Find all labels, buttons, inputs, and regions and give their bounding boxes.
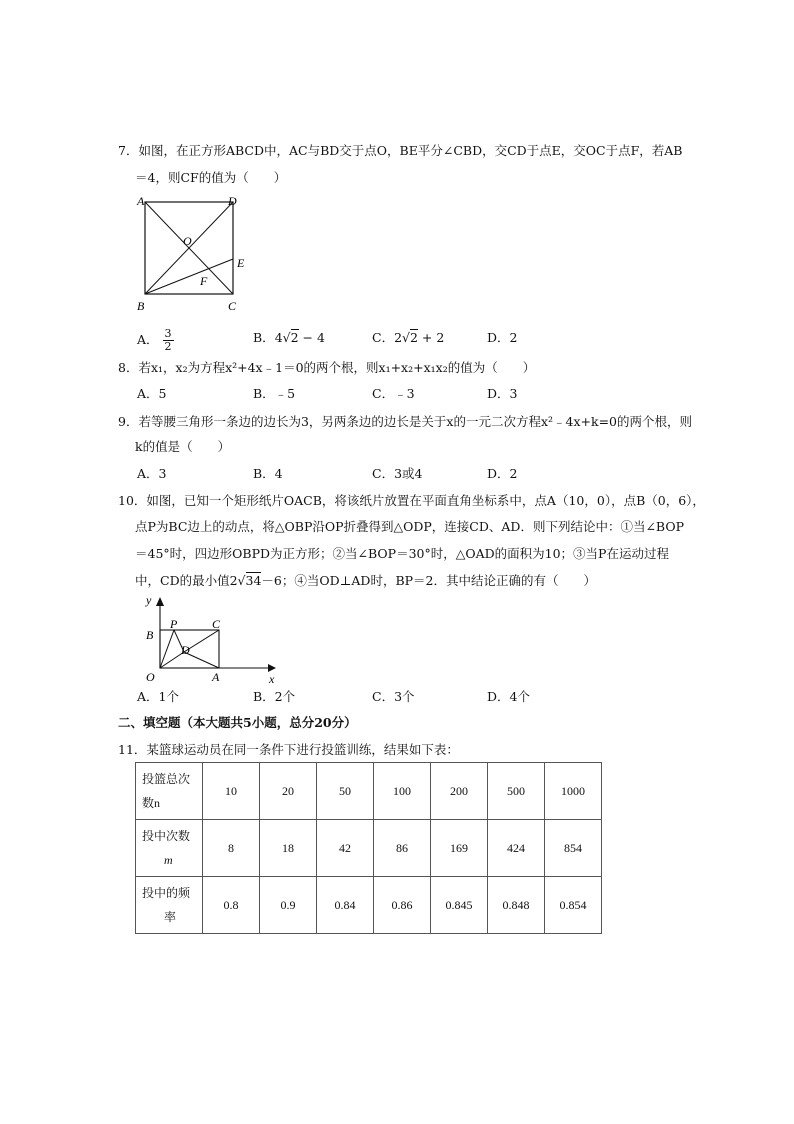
label-p: P bbox=[170, 617, 178, 631]
cell-frequency: 0.854 bbox=[545, 877, 602, 934]
label-b: B bbox=[137, 299, 145, 313]
label-d: D bbox=[181, 643, 190, 657]
q10-line-3: ＝45°时，四边形OBPD为正方形；②当∠BOP＝30°时，△OAD的面积为10；③当P在运动过程 bbox=[135, 546, 669, 561]
y-axis-arrow bbox=[156, 597, 164, 606]
cell-n: 10 bbox=[203, 763, 260, 820]
q8-option-b[interactable]: B．﹣5 bbox=[253, 386, 296, 401]
q10-coordinate-figure bbox=[138, 592, 283, 686]
cell-n: 500 bbox=[488, 763, 545, 820]
shooting-results-table bbox=[135, 762, 602, 934]
q9-option-b[interactable]: B．4 bbox=[253, 466, 283, 481]
segment-be bbox=[145, 259, 233, 294]
q9-option-d[interactable]: D．2 bbox=[487, 466, 518, 481]
cell-m: 8 bbox=[203, 820, 260, 877]
label-o: O bbox=[146, 670, 155, 684]
label-a: A bbox=[137, 194, 145, 208]
cell-frequency: 0.848 bbox=[488, 877, 545, 934]
label-d: D bbox=[228, 194, 237, 208]
cell-m: 42 bbox=[317, 820, 374, 877]
q7-line-2: ＝4，则CF的值为（ ） bbox=[135, 170, 287, 185]
row-header-n: 投篮总次 数n bbox=[136, 763, 203, 820]
q7-option-c[interactable]: C．2√2 + 2 bbox=[372, 330, 445, 345]
q10-line-4: 中，CD的最小值2√34－6；④当OD⊥AD时，BP＝2．其中结论正确的有（ ） bbox=[135, 573, 596, 588]
label-o: O bbox=[183, 234, 192, 248]
cell-frequency: 0.8 bbox=[203, 877, 260, 934]
q9-option-a[interactable]: A．3 bbox=[137, 466, 167, 481]
q10-option-b[interactable]: B．2个 bbox=[253, 689, 296, 704]
q7-option-a[interactable]: A． $\frac{3}{2}$ bbox=[137, 327, 172, 353]
label-a: A bbox=[212, 670, 220, 684]
q10-option-a[interactable]: A．1个 bbox=[137, 689, 179, 704]
q7-square-figure bbox=[130, 190, 260, 315]
q8-line-1: 8．若x₁，x₂为方程x²+4x﹣1＝0的两个根，则x₁+x₂+x₁x₂的值为（ ） bbox=[118, 360, 536, 375]
cell-frequency: 0.86 bbox=[374, 877, 431, 934]
q9-option-c[interactable]: C．3或4 bbox=[372, 466, 423, 481]
cell-n: 100 bbox=[374, 763, 431, 820]
cell-frequency: 0.845 bbox=[431, 877, 488, 934]
q10-option-c[interactable]: C．3个 bbox=[372, 689, 415, 704]
cell-frequency: 0.9 bbox=[260, 877, 317, 934]
cell-n: 1000 bbox=[545, 763, 602, 820]
cell-m: 86 bbox=[374, 820, 431, 877]
cell-n: 50 bbox=[317, 763, 374, 820]
cell-m: 18 bbox=[260, 820, 317, 877]
cell-m: 854 bbox=[545, 820, 602, 877]
label-c: C bbox=[212, 617, 221, 631]
q8-option-d[interactable]: D．3 bbox=[487, 386, 518, 401]
fraction-three-halves: $\frac{3}{2}$ bbox=[164, 327, 172, 353]
cell-frequency: 0.84 bbox=[317, 877, 374, 934]
x-axis-arrow bbox=[268, 664, 276, 672]
cell-m: 424 bbox=[488, 820, 545, 877]
cell-n: 200 bbox=[431, 763, 488, 820]
label-y: y bbox=[146, 593, 152, 607]
section-2-title: 二、填空题（本大题共5小题，总分20分） bbox=[118, 715, 357, 730]
q7-option-d[interactable]: D．2 bbox=[487, 330, 518, 345]
row-header-frequency: 投中的频 率 bbox=[136, 877, 203, 934]
label-x: x bbox=[269, 672, 275, 686]
label-e: E bbox=[237, 256, 245, 270]
q10-line-1: 10．如图，已知一个矩形纸片OACB，将该纸片放置在平面直角坐标系中，点A（10，0），点B（0，6）， bbox=[118, 493, 705, 508]
q7-option-b[interactable]: B．4√2 − 4 bbox=[253, 330, 325, 345]
table-row-n bbox=[136, 763, 602, 820]
cell-n: 20 bbox=[260, 763, 317, 820]
q9-line-1: 9．若等腰三角形一条边的边长为3，另两条边的边长是关于x的一元二次方程x²﹣4x+k=0的两个根，则 bbox=[118, 414, 692, 429]
segment-op bbox=[160, 630, 174, 668]
label-b: B bbox=[146, 628, 154, 642]
q9-line-2: k的值是（ ） bbox=[135, 439, 231, 454]
table-row-frequency bbox=[136, 877, 602, 934]
q7-line-1: 7．如图，在正方形ABCD中，AC与BD交于点O，BE平分∠CBD，交CD于点E，交OC于点F，若AB bbox=[118, 143, 683, 158]
cell-m: 169 bbox=[431, 820, 488, 877]
q11-line-1: 11．某篮球运动员在同一条件下进行投篮训练，结果如下表： bbox=[118, 742, 459, 757]
q8-option-c[interactable]: C．﹣3 bbox=[372, 386, 415, 401]
q10-option-d[interactable]: D．4个 bbox=[487, 689, 530, 704]
q8-option-a[interactable]: A．5 bbox=[137, 386, 167, 401]
q10-line-2: 点P为BC边上的动点，将△OBP沿OP折叠得到△ODP，连接CD、AD．则下列结论中：①当∠BOP bbox=[135, 519, 684, 534]
label-c: C bbox=[228, 299, 237, 313]
label-f: F bbox=[200, 274, 208, 288]
row-header-m: 投中次数 m bbox=[136, 820, 203, 877]
table-row-m bbox=[136, 820, 602, 877]
